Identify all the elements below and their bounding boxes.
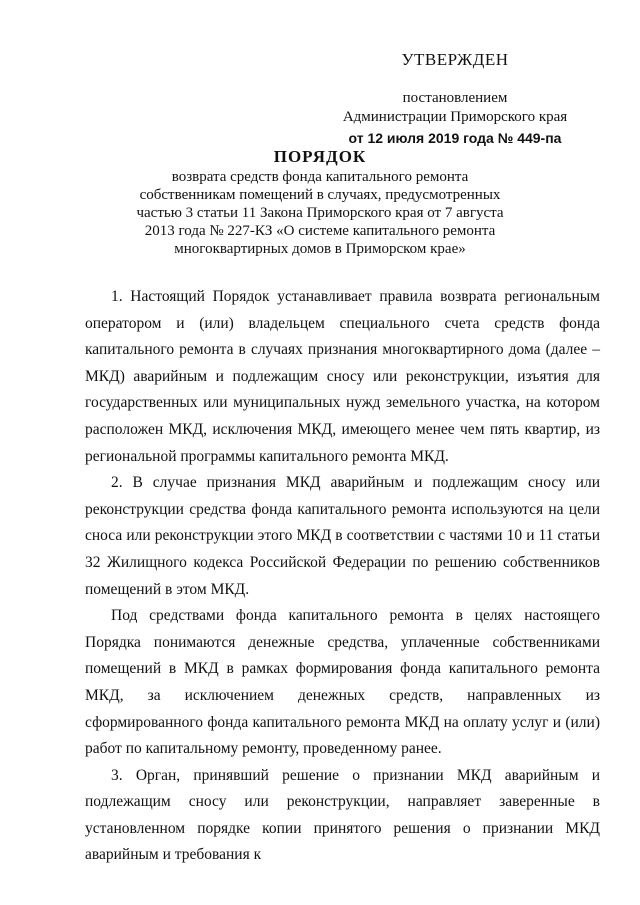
approved-label: УТВЕРЖДЕН [401, 50, 509, 69]
by-decree-label: постановлением [402, 90, 508, 106]
administration-label: Администрации Приморского края [342, 109, 568, 125]
paragraph-1: 1. Настоящий Порядок устанавливает правила возврата региональным оператором и (или) владельцем специального счета средств фонда капитального ремонта в случаях признания многоквартирного дома (далее – МКД) аварийным и подлежащим сносу или реконструкции, изъятия для государственных или муниципальных нужд земельного участка, на котором расположен МКД, исключения МКД, имеющего менее чем пять квартир, из региональной программы капитального ремонта МКД. [85, 288, 600, 465]
subtitle-line: частью 3 статьи 11 Закона Приморского края от 7 августа [136, 205, 504, 221]
paragraph-2: 2. В случае признания МКД аварийным и подлежащим сносу или реконструкции средства фонда капитального ремонта используются на цели сноса или реконструкции этого МКД в соответствии с частями 10 и 11 статьи 32 Жилищного кодекса Российской Федерации по решению собственников помещений в этом МКД. [85, 474, 600, 598]
subtitle-line: возврата средств фонда капитального ремонта [171, 169, 469, 185]
approval-block [320, 50, 590, 148]
decree-reference: от 12 июля 2019 года № 449-па [348, 130, 562, 146]
paragraph-2-continued: Под средствами фонда капитального ремонта в целях настоящего Порядка понимаются денежные средства, уплаченные собственниками помещений в МКД в рамках формирования фонда капитального ремонта МКД, за исключением денежных средств, направленных из сформированного фонда капитального ремонта МКД на оплату услуг и (или) работ по капитальному ремонту, проведенному ранее. [85, 607, 600, 758]
subtitle-line: 2013 года № 227-КЗ «О системе капитального ремонта [144, 223, 496, 239]
subtitle-line: многоквартирных домов в Приморском крае» [174, 241, 466, 257]
subtitle-line: собственникам помещений в случаях, предусмотренных [139, 187, 501, 203]
paragraph-3: 3. Орган, принявший решение о признании МКД аварийным и подлежащим сносу или реконструкции, направляет заверенные в установленном порядке копии принятого решения о признании МКД аварийным и требования к [85, 766, 600, 864]
document-body [85, 284, 600, 869]
document-title: ПОРЯДОК [273, 147, 367, 166]
document-title-block [95, 146, 545, 258]
